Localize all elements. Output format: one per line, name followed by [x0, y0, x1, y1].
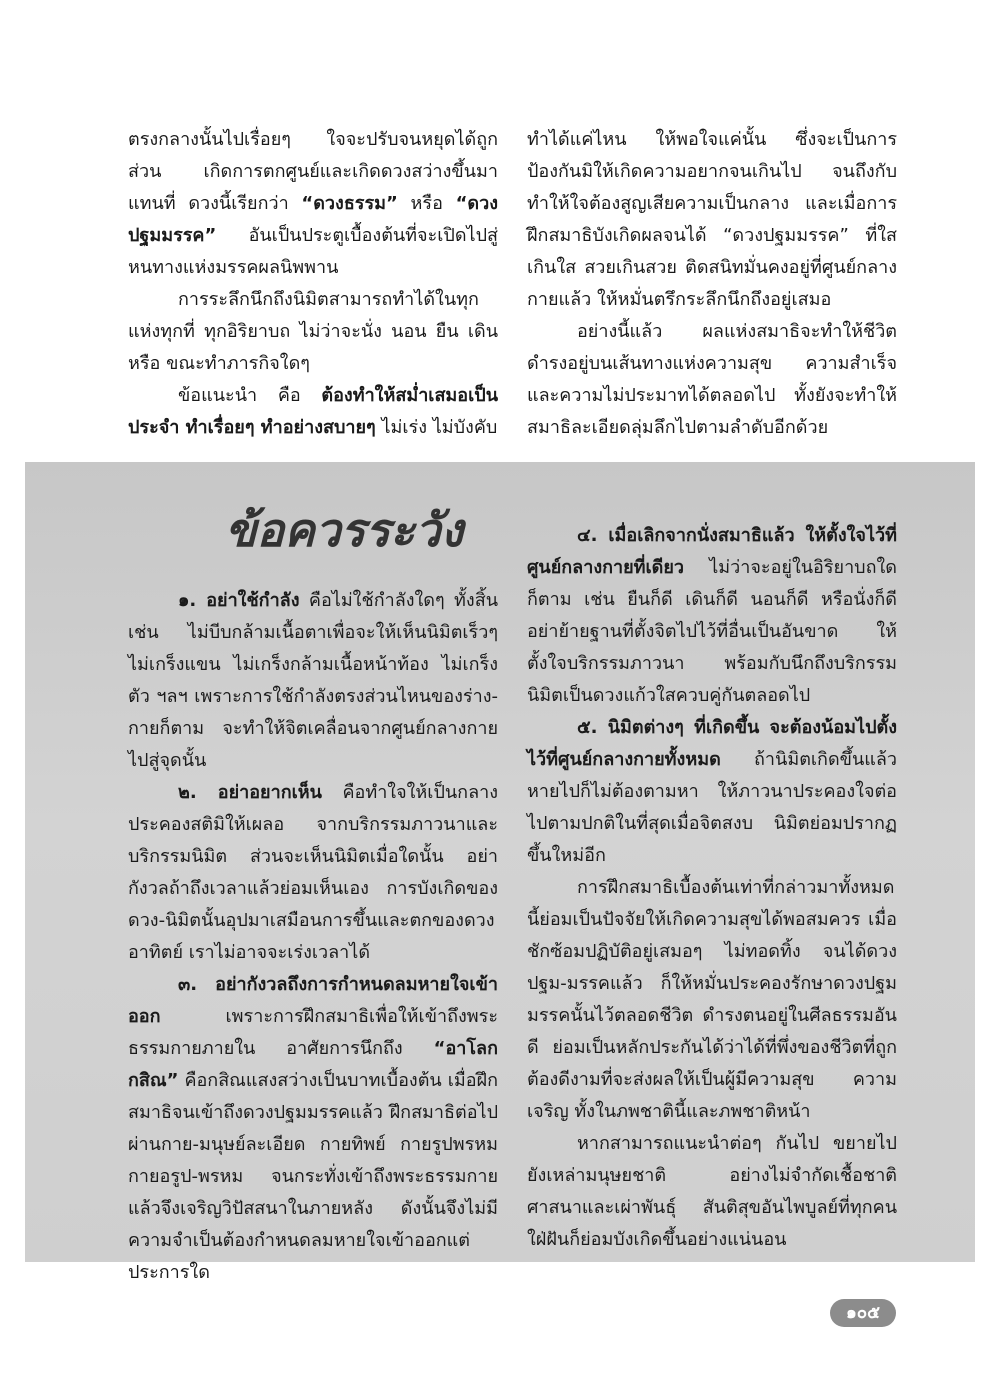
- cautions-right-column: [527, 520, 897, 1256]
- text: เพราะการฝึกสมาธิเพื่อให้เข้าถึงพระธรรมกายภายใน อาศัยการนึกถึง: [128, 1006, 498, 1059]
- text: อันเป็นประตูเบื้องต้นที่จะเปิดไปสู่หนทางแห่งมรรคผลนิพพาน: [128, 225, 498, 278]
- caution-heading: ๑. อย่าใช้กำลัง: [178, 590, 300, 611]
- paragraph: [128, 380, 498, 444]
- text: คือกสิณแสงสว่างเป็นบาทเบื้องต้น เมื่อฝึกสมาธิจนเข้าถึงดวงปฐมมรรคแล้ว ฝึกสมาธิต่อไป ผ่านกาย-มนุษย์ละเอียด กายทิพย์ กายรูปพรหม กายอรูป-พรหม จนกระทั่งเข้าถึงพระธรรมกายแล้วจึงเจริญวิปัสสนาในภายหลัง ดังนั้นจึงไม่มีความจำเป็นต้องกำหนดลมหายใจเข้าออกแต่ประการใด: [128, 1070, 498, 1283]
- caution-item: [527, 712, 897, 872]
- bold-term: ต้องทำให้สม่ำเสมอเป็นประจำ ทำเรื่อยๆ ทำอย่างสบายๆ: [128, 385, 498, 438]
- paragraph: อย่างนี้แล้ว ผลแห่งสมาธิจะทำให้ชีวิตดำรงอยู่บนเส้นทางแห่งความสุข ความสำเร็จและความไม่ประมาทได้ตลอดไป ทั้งยังจะทำให้สมาธิละเอียดลุ่มลึกไปตามลำดับอีกด้วย: [527, 321, 897, 438]
- text: ไม่เร่ง ไม่บังคับ: [375, 417, 498, 438]
- bold-term: “ดวงธรรม”: [301, 193, 398, 214]
- text: คือทำใจให้เป็นกลาง ประคองสติมิให้เผลอ จากบริกรรมภาวนาและบริกรรมนิมิต ส่วนจะเห็นนิมิตเมื่อใดนั้น อย่ากังวลถ้าถึงเวลาแล้วย่อมเห็นเอง การบังเกิดของดวง-นิมิตนั้นอุปมาเสมือนการขึ้นและตกของดวงอาทิตย์ เราไม่อาจจะเร่งเวลาได้: [128, 782, 498, 963]
- caution-item: [128, 585, 498, 777]
- caution-item: [527, 520, 897, 712]
- page-number: ๑๐๕: [830, 1299, 896, 1327]
- text: คือไม่ใช้กำลังใดๆ ทั้งสิ้น เช่น ไม่บีบกล้ามเนื้อตาเพื่อจะให้เห็นนิมิตเร็วๆ ไม่เกร็งแขน ไม่เกร็งกล้ามเนื้อหน้าท้อง ไม่เกร็งตัว ฯลฯ เพราะการใช้กำลังตรงส่วนไหนของร่าง-กายก็ตาม จะทำให้จิตเคลื่อนจากศูนย์กลางกายไปสู่จุดนั้น: [128, 590, 499, 771]
- paragraph: การฝึกสมาธิเบื้องต้นเท่าที่กล่าวมาทั้งหมดนี้ย่อมเป็นปัจจัยให้เกิดความสุขได้พอสมควร เมื่อชักซ้อมปฏิบัติอยู่เสมอๆ ไม่ทอดทิ้ง จนได้ดวงปฐม-มรรคแล้ว ก็ให้หมั่นประคองรักษาดวงปฐมมรรคนั้นไว้ตลอดชีวิต ดำรงตนอยู่ในศีลธรรมอันดี ย่อมเป็นหลักประกันได้ว่าได้ที่พึ่งของชีวิตที่ถูกต้องดีงามที่จะส่งผลให้เป็นผู้มีความสุข ความเจริญ ทั้งในภพชาตินี้และภพชาติหน้า: [527, 877, 897, 1122]
- paragraph: หากสามารถแนะนำต่อๆ กันไป ขยายไปยังเหล่ามนุษยชาติ อย่างไม่จำกัดเชื้อชาติ ศาสนาและเผ่าพันธุ์ สันติสุขอันไพบูลย์ที่ทุกคนใฝ่ฝันก็ย่อมบังเกิดขึ้นอย่างแน่นอน: [527, 1133, 897, 1250]
- text: หรือ: [397, 193, 456, 214]
- caution-heading: ๓. อย่ากังวลถึงการกำหนดลมหายใจเข้าออก: [128, 974, 498, 1027]
- text: ไม่ว่าจะอยู่ในอิริยาบถใดก็ตาม เช่น ยืนก็ดี เดินก็ดี นอนก็ดี หรือนั่งก็ดี อย่าย้ายฐานที่ตั้งจิตไปไว้ที่อื่นเป็นอันขาด ให้ตั้งใจบริกรรมภาวนา พร้อมกับนึกถึงบริกรรมนิมิตเป็นดวงแก้วใสควบคู่กันตลอดไป: [527, 557, 897, 706]
- bold-term: “อาโลกกสิณ”: [128, 1038, 498, 1091]
- caution-item: [128, 969, 498, 1289]
- caution-heading: ๕. นิมิตต่างๆ ที่เกิดขึ้น จะต้องน้อมไปตั้งไว้ที่ศูนย์กลางกายทั้งหมด: [527, 717, 897, 770]
- top-left-column: [128, 124, 498, 444]
- paragraph: การระลึกนึกถึงนิมิตสามารถทำได้ในทุกแห่งทุกที่ ทุกอิริยาบถ ไม่ว่าจะนั่ง นอน ยืน เดิน หรือ ขณะทำภารกิจใดๆ: [128, 289, 498, 374]
- paragraph: [128, 124, 498, 284]
- bold-term: “ดวงปฐมมรรค”: [128, 193, 498, 246]
- text: ข้อแนะนำ คือ: [178, 385, 322, 406]
- text: ถ้านิมิตเกิดขึ้นแล้วหายไปก็ไม่ต้องตามหา ให้ภาวนาประคองใจต่อไปตามปกติในที่สุดเมื่อจิตสงบ นิมิตย่อมปรากฏขึ้นใหม่อีก: [527, 749, 897, 866]
- cautions-title: ข้อควรระวัง: [225, 503, 464, 557]
- caution-item: [128, 777, 498, 969]
- paragraph: ทำได้แค่ไหน ให้พอใจแค่นั้น ซึ่งจะเป็นการป้องกันมิให้เกิดความอยากจนเกินไป จนถึงกับทำให้ใจต้องสูญเสียความเป็นกลาง และเมื่อการฝึกสมาธิบังเกิดผลจนได้ “ดวงปฐมมรรค” ที่ใสเกินใส สวยเกินสวย ติดสนิทมั่นคงอยู่ที่ศูนย์กลางกายแล้ว ให้หมั่นตรึกระลึกนึกถึงอยู่เสมอ: [527, 129, 897, 310]
- cautions-left-column: [128, 585, 498, 1289]
- text: ตรงกลางนั้นไปเรื่อยๆ ใจจะปรับจนหยุดได้ถูกส่วน เกิดการตกศูนย์และเกิดดวงสว่างขึ้นมาแทนที่ ดวงนี้เรียกว่า: [128, 129, 498, 214]
- caution-heading: ๔. เมื่อเลิกจากนั่งสมาธิแล้ว ให้ตั้งใจไว้ที่ศูนย์กลางกายที่เดียว: [527, 525, 897, 578]
- caution-heading: ๒. อย่าอยากเห็น: [178, 782, 322, 803]
- top-right-column: [527, 124, 897, 444]
